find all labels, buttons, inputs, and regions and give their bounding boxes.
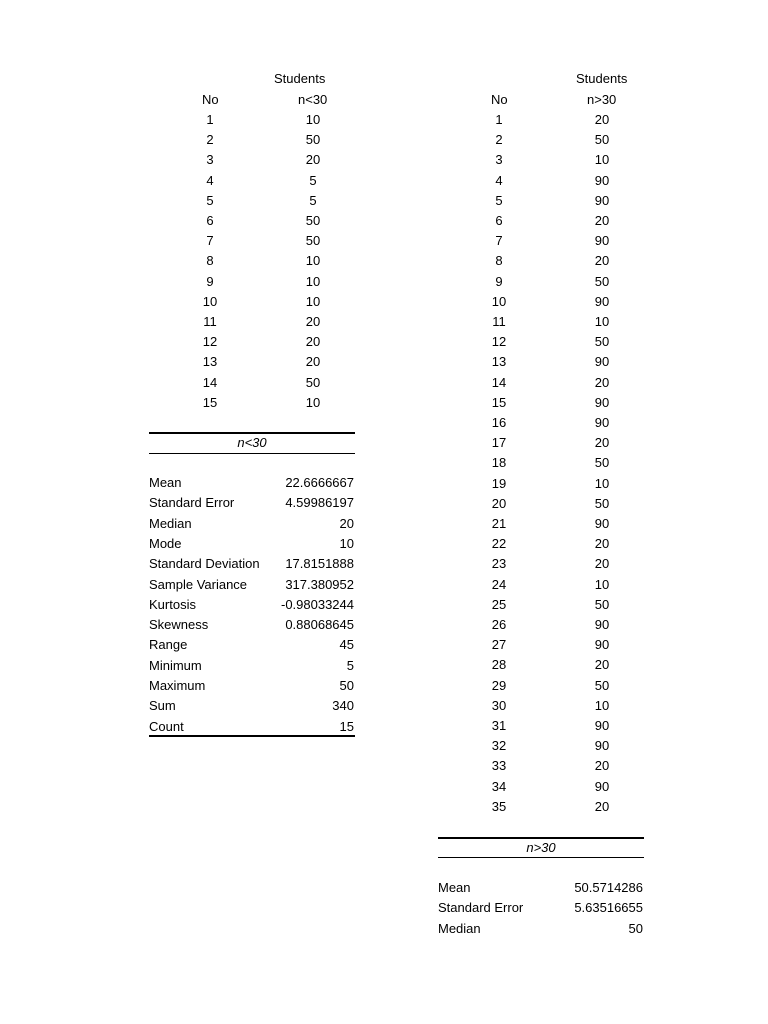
stat-row [149,536,354,552]
row-value: 10 [594,576,610,592]
row-number: 8 [495,253,503,269]
left-stats-sub-rule [149,453,355,454]
stat-row [149,516,354,532]
row-number: 19 [491,475,507,491]
row-number: 4 [206,172,214,188]
row-value: 5 [309,192,317,208]
row-number: 8 [206,253,214,269]
stat-value: 317.380952 [285,576,354,592]
stat-label: Median [438,920,481,936]
row-value: 10 [305,293,321,309]
row-value: 50 [305,213,321,228]
row-value: 10 [305,394,321,410]
stat-row [149,698,354,714]
row-number: 34 [491,778,507,794]
row-number: 11 [203,314,217,329]
left-no-header: No [202,92,219,107]
stat-value: 50 [628,920,643,936]
row-value: 90 [594,394,610,410]
row-number: 25 [491,596,507,612]
stat-label: Standard Deviation [149,556,260,572]
row-value: 90 [594,293,610,309]
row-value: 90 [594,233,610,249]
row-value: 20 [594,253,610,269]
stat-label: Minimum [149,657,202,673]
stat-value: 45 [339,637,354,653]
stat-row [149,475,354,491]
row-number: 9 [495,273,503,289]
stat-label: Skewness [149,617,209,633]
stat-row [438,880,643,896]
stat-row [438,900,643,916]
left-value-header: n<30 [298,92,328,107]
row-number: 14 [202,374,218,390]
stat-label: Standard Error [149,495,235,511]
row-value: 50 [594,495,610,511]
row-value: 20 [594,213,610,228]
stat-label: Sum [149,698,176,714]
right-stats-title: n>30 [526,840,556,855]
row-number: 2 [495,132,503,148]
right-students-header: Students [576,71,628,86]
row-number: 2 [206,132,214,148]
row-number: 23 [491,556,507,572]
row-value: 90 [594,192,610,208]
row-value: 90 [594,738,610,754]
stat-value: 340 [332,698,354,714]
row-number: 7 [206,233,214,249]
row-value: 10 [305,253,321,269]
stat-label: Mean [438,880,471,895]
stat-value: 22.6666667 [285,475,354,490]
row-number: 6 [495,213,503,228]
row-value: 50 [594,455,610,471]
row-number: 21 [491,516,507,531]
row-number: 15 [491,394,507,410]
row-value: 90 [594,617,610,632]
row-number: 1 [206,112,214,127]
row-value: 90 [594,516,610,531]
row-number: 6 [206,213,214,228]
row-value: 50 [594,132,610,148]
row-value: 20 [594,374,610,390]
row-value: 20 [594,112,610,127]
row-value: 20 [594,758,610,774]
stat-label: Median [149,515,192,531]
row-value: 90 [594,172,610,188]
row-value: 10 [305,112,321,127]
row-number: 15 [202,394,218,410]
left-stats-top-rule [149,432,355,434]
row-number: 10 [202,293,218,309]
stat-label: Kurtosis [149,596,196,612]
right-value-header: n>30 [587,92,617,107]
row-number: 24 [491,576,507,592]
stat-value: 17.8151888 [285,556,354,572]
row-value: 90 [594,637,610,653]
left-students-header: Students [274,71,326,86]
row-number: 13 [491,354,507,370]
stat-row [149,597,354,613]
row-number: 31 [491,718,507,733]
row-number: 3 [206,152,214,168]
row-value: 20 [305,152,321,168]
row-number: 13 [202,354,218,370]
stat-row [149,617,354,633]
right-stats-sub-rule [438,857,644,858]
row-number: 1 [495,112,503,127]
row-number: 16 [491,415,507,430]
right-stats-top-rule [438,837,644,839]
row-number: 9 [206,273,214,289]
row-number: 11 [492,314,506,329]
row-value: 50 [594,273,610,289]
row-number: 32 [491,738,507,754]
row-value: 10 [594,697,610,713]
row-number: 33 [491,758,507,774]
stat-value: -0.98033244 [280,596,354,612]
row-number: 5 [495,192,503,208]
stat-label: Maximum [149,678,206,693]
stat-label: Mode [149,535,182,551]
row-number: 18 [491,455,507,471]
row-value: 90 [594,778,610,794]
stat-row [438,921,643,937]
stat-value: 20 [339,515,354,531]
row-value: 20 [594,798,610,814]
row-number: 35 [491,798,507,814]
row-number: 17 [491,435,507,451]
stat-row [149,678,354,694]
stat-row [149,719,354,735]
stat-row [149,495,354,511]
left-stats-bottom-rule [149,735,355,737]
stat-row [149,658,354,674]
stat-value: 4.59986197 [285,495,354,511]
stat-label: Mean [149,475,182,490]
stat-value: 15 [339,718,354,734]
row-number: 14 [491,374,507,390]
stat-label: Range [149,637,188,653]
row-value: 20 [594,536,610,552]
stat-row [149,577,354,593]
row-value: 20 [305,354,321,370]
row-number: 4 [495,172,503,188]
stat-value: 0.88068645 [285,617,354,633]
right-no-header: No [491,92,508,107]
row-value: 20 [305,334,321,350]
row-number: 7 [495,233,503,249]
stat-row [149,637,354,653]
stat-label: Standard Error [438,900,524,916]
row-number: 12 [202,334,218,350]
row-number: 20 [491,495,507,511]
stat-label: Count [149,718,184,734]
row-number: 12 [491,334,507,350]
stat-label: Sample Variance [149,576,248,592]
row-value: 50 [594,334,610,350]
row-value: 90 [594,415,610,430]
row-value: 50 [305,374,321,390]
row-value: 20 [594,657,610,673]
stat-row [149,556,354,572]
row-value: 50 [305,233,321,249]
row-value: 10 [305,273,321,289]
row-value: 50 [594,596,610,612]
row-number: 10 [491,293,507,309]
row-value: 5 [309,172,317,188]
row-number: 30 [491,697,507,713]
row-number: 22 [491,536,507,552]
row-value: 20 [305,314,321,329]
row-number: 29 [491,677,507,693]
row-value: 10 [594,152,610,168]
row-value: 50 [594,677,610,693]
row-value: 20 [594,435,610,451]
row-value: 10 [594,314,610,329]
row-number: 27 [491,637,507,653]
row-number: 28 [491,657,507,673]
row-value: 20 [594,556,610,572]
row-number: 3 [495,152,503,168]
row-value: 10 [594,475,610,491]
row-number: 26 [491,617,507,632]
stat-value: 50.5714286 [574,880,643,895]
row-value: 50 [305,132,321,148]
stat-value: 10 [339,535,354,551]
row-value: 90 [594,718,610,733]
left-stats-title: n<30 [237,435,267,450]
stat-value: 5.63516655 [574,900,643,916]
row-number: 5 [206,192,214,208]
row-value: 90 [594,354,610,370]
stat-value: 5 [346,657,354,673]
stat-value: 50 [339,678,354,693]
